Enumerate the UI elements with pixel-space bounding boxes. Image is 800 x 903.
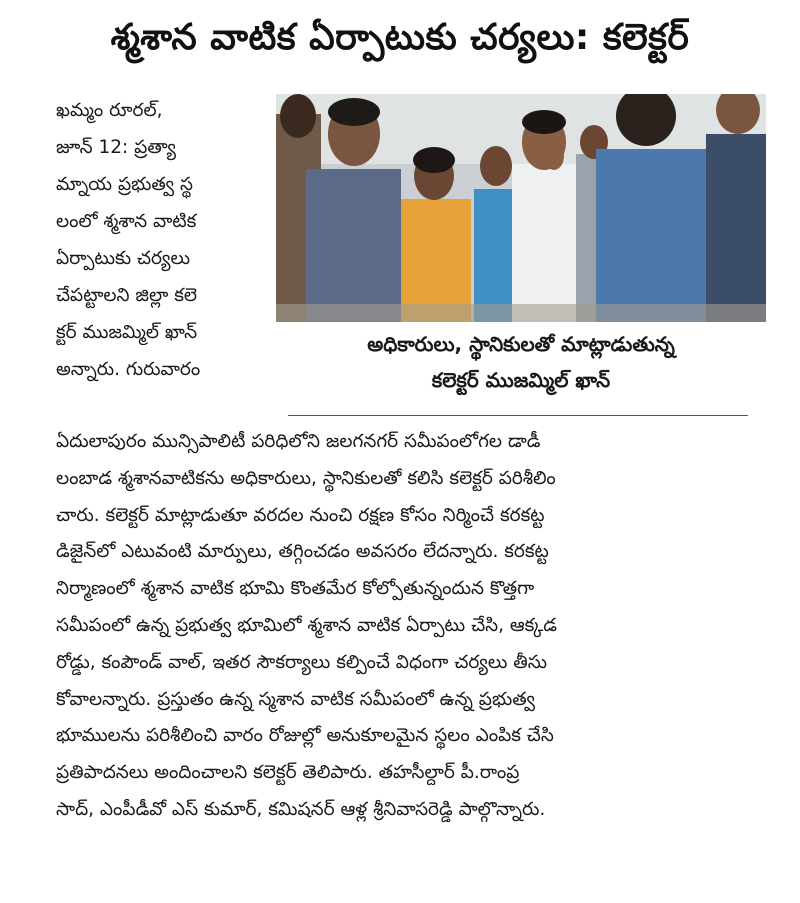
body-line: రోడ్డు, కంపౌండ్ వాల్, ఇతర సౌకర్యాలు కల్పించే విధంగా చర్యలు తీసు <box>56 651 548 673</box>
intro-line: జూన్ 12: ప్రత్యా <box>56 137 177 158</box>
article-body <box>56 424 772 829</box>
body-line: భూములను పరిశీలించి వారం రోజుల్లో అనుకూలమైన స్థలం ఎంపిక చేసి <box>56 725 554 747</box>
body-line: చారు. కలెక్టర్ మాట్లాడుతూ వరదల నుంచి రక్షణ కోసం నిర్మించే కరకట్ట <box>56 504 545 526</box>
caption-line: అధికారులు, స్థానికులతో మాట్లాడుతున్న <box>367 332 675 356</box>
intro-line: చేపట్టాలని జిల్లా కలె <box>56 285 197 306</box>
caption-divider <box>288 415 748 416</box>
body-line: సాద్, ఎంపీడీవో ఎస్ కుమార్, కమిషనర్ ఆళ్ల శ్రీనివాసరెడ్డి పాల్గొన్నారు. <box>56 798 546 820</box>
intro-line: లంలో శ్మశాన వాటిక <box>56 211 197 232</box>
intro-line: అన్నారు. గురువారం <box>56 359 201 380</box>
body-line: నిర్మాణంలో శ్మశాన వాటిక భూమి కొంతమేర కోల్పోతున్నందున కొత్తగా <box>56 578 535 600</box>
intro-column <box>56 92 268 388</box>
body-line: సమీపంలో ఉన్న ప్రభుత్వ భూమిలో శ్మశాన వాటిక ఏర్పాటు చేసి, ఆక్కడ <box>56 614 557 636</box>
intro-line: ఖమ్మం రూరల్, <box>56 100 163 121</box>
caption-line: కలెక్టర్ ముజమ్మిల్ ఖాన్ <box>431 368 611 392</box>
intro-line: ఏర్పాటుకు చర్యలు <box>56 248 191 269</box>
headline: శ్మశాన వాటిక ఏర్పాటుకు చర్యలు: కలెక్టర్ <box>110 17 690 58</box>
body-line: ఏదులాపురం మున్సిపాలిటీ పరిధిలోని జలగనగర్ సమీపంలోగల డాడీ <box>56 431 541 452</box>
news-photo <box>276 94 766 322</box>
intro-line: క్టర్ ముజమ్మిల్ ఖాన్ <box>56 322 198 343</box>
body-line: ప్రతిపాదనలు అందించాలని కలెక్టర్ తెలిపారు. తహసీల్దార్ పీ.రాంప్ర <box>56 762 520 784</box>
body-line: కోవాలన్నారు. ప్రస్తుతం ఉన్న స్మశాన వాటిక సమీపంలో ఉన్న ప్రభుత్వ <box>56 688 536 710</box>
body-line: డిజైన్‌లో ఎటువంటి మార్పులు, తగ్గించడం అవసరం లేదన్నారు. కరకట్ట <box>56 541 549 563</box>
body-line: లంబాడ శ్మశానవాటికను అధికారులు, స్థానికులతో కలిసి కలెక్టర్ పరిశీలిం <box>56 467 556 489</box>
intro-line: మ్నాయ ప్రభుత్వ స్థ <box>56 174 194 195</box>
photo-caption <box>276 326 766 398</box>
